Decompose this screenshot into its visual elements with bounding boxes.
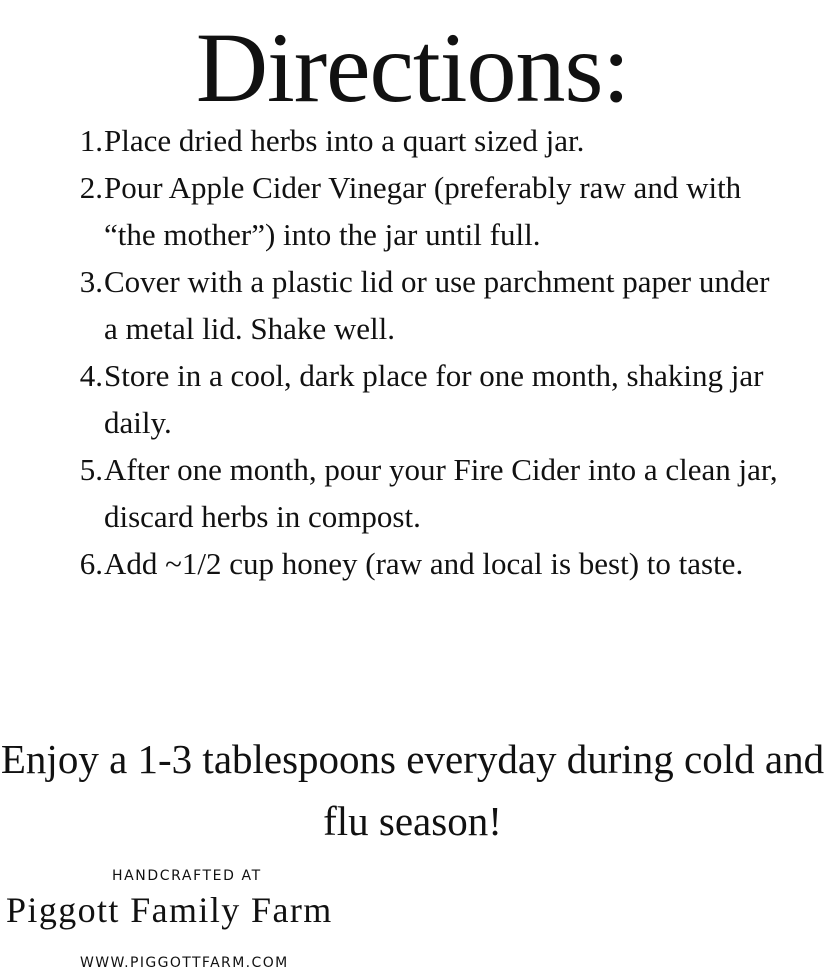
step-text: Pour Apple Cider Vinegar (preferably raw and with “the mother”) into the jar until full. — [104, 170, 742, 252]
list-item — [0, 446, 825, 540]
step-text: Cover with a plastic lid or use parchment paper under a metal lid. Shake well. — [104, 264, 770, 346]
farm-name: Piggott Family Farm — [6, 890, 333, 930]
list-item — [0, 117, 825, 164]
step-number: 5. — [79, 452, 103, 487]
list-item — [0, 540, 825, 587]
step-number: 1. — [79, 123, 103, 158]
step-text: After one month, pour your Fire Cider into a clean jar, discard herbs in compost. — [104, 452, 778, 534]
step-number: 3. — [79, 264, 103, 299]
step-number: 2. — [79, 170, 103, 205]
step-text: Add ~1/2 cup honey (raw and local is best) to taste. — [104, 546, 744, 581]
website-url: WWW.PIGGOTTFARM.COM — [80, 955, 289, 971]
page-title: Directions: — [195, 12, 630, 123]
step-text: Store in a cool, dark place for one month, shaking jar daily. — [104, 358, 764, 440]
list-item — [0, 164, 825, 258]
handcrafted-label: HANDCRAFTED AT — [112, 868, 262, 884]
step-text: Place dried herbs into a quart sized jar. — [104, 123, 585, 158]
directions-list — [0, 117, 825, 587]
step-number: 6. — [79, 546, 103, 581]
list-item — [0, 258, 825, 352]
enjoy-message: Enjoy a 1-3 tablespoons everyday during cold and flu season! — [0, 736, 825, 844]
step-number: 4. — [79, 358, 103, 393]
list-item — [0, 352, 825, 446]
